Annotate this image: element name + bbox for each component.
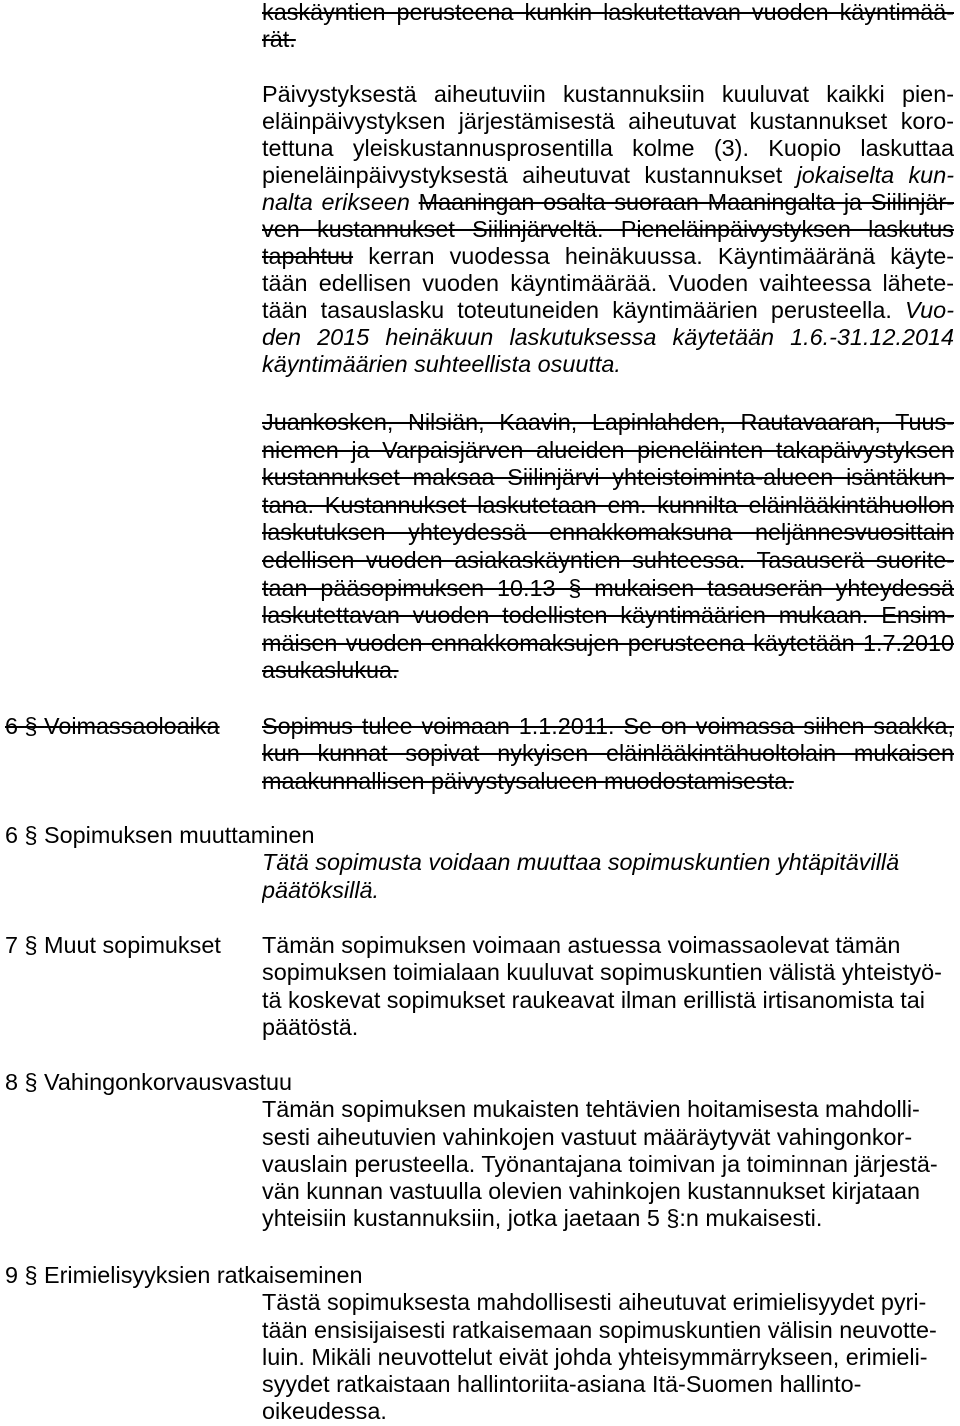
section-heading: [5, 932, 221, 959]
text-line: [262, 987, 954, 1014]
text-run: vän kunnan vastuulla olevien vahinkojen kustannukset kirjataan: [262, 1178, 920, 1205]
text-run: sesti aiheutuvien vahinkojen vastuut määräytyvät vahingonkor-: [262, 1123, 913, 1150]
text-run: yhteisiin kustannuksiin, jotka jaetaan 5 §:n mukaisesti.: [262, 1205, 823, 1232]
text-line: [262, 932, 954, 959]
deleted-text: rät.: [262, 26, 296, 53]
text-run: Päivystyksestä aiheutuviin kustannuksiin kuuluvat kaikki pien-: [262, 81, 954, 107]
text-run: vauslain perusteella. Työnantajana toimivan ja toiminnan järjestä-: [262, 1150, 938, 1177]
text-line: [262, 630, 954, 658]
text-run: Tämän sopimuksen voimaan astuessa voimassaolevat tämän: [262, 932, 901, 958]
section-heading: [5, 822, 314, 849]
text-line: [262, 1178, 954, 1205]
section-number: 9: [5, 1262, 19, 1288]
text-run: syydet ratkaistaan hallintoriita-asiana Itä-Suomen hallinto-: [262, 1371, 862, 1398]
text-line: [262, 216, 954, 243]
inserted-text: den 2015 heinäkuun laskutuksessa käytetään 1.6.-31.12.2014: [262, 324, 954, 350]
section-body: [262, 1069, 954, 1233]
section-body: [262, 1262, 954, 1426]
text-line: [262, 492, 954, 520]
text-line: [262, 1014, 954, 1041]
text-line: [262, 437, 954, 465]
text-line: [262, 108, 954, 135]
section-body: [262, 822, 954, 904]
deleted-text: taan pääsopimuksen 10.13 § mukaisen tasauserän yhteydessä: [262, 574, 954, 601]
text-line: [262, 135, 954, 162]
text-run: kerran vuodessa heinäkuussa. Käyntimääränä käyte-: [353, 243, 954, 269]
text-line: [262, 1124, 954, 1151]
deleted-text: maakunnallisen päivystysalueen muodostamisesta.: [262, 767, 794, 794]
text-run: tä koskevat sopimukset raukeavat ilman erillistä irtisanomista tai: [262, 986, 926, 1013]
text-run: päätöstä.: [262, 1013, 359, 1040]
text-line: [262, 162, 954, 189]
inserted-text: päätöksillä.: [262, 876, 380, 903]
section-9-erimielisyyksien-ratkaiseminen: [0, 1262, 960, 1426]
section-number: 8: [5, 1069, 19, 1095]
section-heading: [5, 1262, 363, 1289]
section-sign: §: [24, 932, 38, 958]
text-run: eläinpäivystyksen järjestämisestä aiheutuvat kustannukset koro-: [262, 108, 954, 134]
text-run: [410, 189, 419, 215]
text-line: [262, 849, 954, 876]
deleted-text: laskutuksen yhteydessä ennakkomaksuna neljännesvuosittain: [262, 519, 954, 546]
text-line: [262, 0, 954, 26]
section-heading: [5, 713, 220, 740]
text-run: tään tasauslasku toteutuneiden käyntimäärien perusteella.: [262, 297, 905, 323]
text-line: [262, 519, 954, 547]
deleted-text: mäisen vuoden ennakkomaksujen perusteena käytetään 1.7.2010: [262, 629, 954, 656]
text-line: [262, 409, 954, 437]
inserted-text: jokaiselta kun-: [796, 162, 954, 188]
text-line: [262, 768, 954, 795]
deleted-text: Juankosken, Nilsiän, Kaavin, Lapinlahden, Rautavaaran, Tuus-: [262, 409, 954, 435]
paragraph-deleted-backup-duty: [262, 409, 954, 685]
inserted-text: Tätä sopimusta voidaan muuttaa sopimuskuntien yhtäpitävillä: [262, 849, 900, 876]
text-run: oikeudessa.: [262, 1398, 387, 1425]
section-sign: §: [24, 1262, 38, 1288]
paragraph-billing: [262, 81, 954, 378]
deleted-text: Maaningan osalta suoraan Maaningalta ja Siilinjär-: [418, 189, 954, 215]
section-number: 6: [5, 822, 19, 848]
text-line: [262, 1371, 954, 1398]
deleted-text: kustannukset maksaa Siilinjärvi yhteistoiminta-alueen isäntäkun-: [262, 464, 954, 491]
text-line: [262, 81, 954, 108]
deleted-text: asukaslukua.: [262, 657, 399, 684]
text-line: [262, 1205, 954, 1232]
text-line: [262, 270, 954, 297]
section-title: Sopimuksen muuttaminen: [44, 822, 315, 848]
deleted-text: ven kustannukset Siilinjärveltä. Pieneläinpäivystyksen laskutus: [262, 216, 954, 242]
text-line: [262, 189, 954, 216]
text-run: tettuna yleiskustannusprosentilla kolme (3). Kuopio laskuttaa: [262, 135, 954, 161]
text-line: [262, 1344, 954, 1371]
deleted-text: laskutettavan vuoden todellisten käyntimäärien mukaan. Ensim-: [262, 602, 954, 629]
section-title: Erimielisyyksien ratkaiseminen: [44, 1262, 363, 1288]
text-line: [262, 351, 954, 378]
text-run: tään ensisijaisesti ratkaisemaan sopimuskuntien välisin neuvotte-: [262, 1316, 937, 1343]
text-line: [262, 1317, 954, 1344]
text-run: luin. Mikäli neuvottelut eivät johda yhteisymmärrykseen, erimieli-: [262, 1343, 928, 1370]
text-line: [262, 1096, 954, 1123]
text-run: sopimuksen toimialaan kuuluvat sopimuskuntien välistä yhteistyö-: [262, 959, 942, 986]
text-line: [262, 1289, 954, 1316]
section-body: [262, 713, 954, 795]
section-title: Voimassaoloaika: [44, 713, 220, 739]
section-number: 7: [5, 932, 19, 958]
text-run: pieneläinpäivystyksestä aiheutuvat kustannukset: [262, 162, 797, 188]
section-8-vahingonkorvausvastuu: [0, 1069, 960, 1233]
text-line: [262, 959, 954, 986]
deleted-text: niemen ja Varpaisjärven alueiden pieneläinten takapäivystyksen: [262, 436, 954, 463]
text-line: [262, 26, 954, 53]
section-body: [262, 932, 954, 1041]
deleted-text: tapahtuu: [262, 243, 354, 269]
text-line: [262, 547, 954, 575]
deleted-text: edellisen vuoden asiakaskäyntien suhteessa. Tasauserä suorite-: [262, 546, 954, 573]
text-line: [262, 575, 954, 603]
inserted-text: Vuo-: [905, 297, 954, 323]
text-line: [262, 243, 954, 270]
section-sign: §: [24, 1069, 38, 1095]
text-run: Tämän sopimuksen mukaisten tehtävien hoitamisesta mahdolli-: [262, 1096, 920, 1123]
text-run: Tästä sopimuksesta mahdollisesti aiheutuvat erimielisyydet pyri-: [262, 1289, 927, 1316]
text-line: [262, 740, 954, 767]
text-line: [262, 464, 954, 492]
section-title: Muut sopimukset: [44, 932, 221, 958]
section-6-voimassaoloaika: [0, 713, 960, 795]
section-title: Vahingonkorvausvastuu: [44, 1069, 292, 1095]
section-7-muut-sopimukset: [0, 932, 960, 1041]
deleted-text: tana. Kustannukset laskutetaan em. kunnilta eläinlääkintähuollon: [262, 491, 954, 518]
text-run: tään edellisen vuoden käyntimäärää. Vuoden vaihteessa lähete-: [262, 270, 954, 296]
text-line: [262, 297, 954, 324]
text-line: [262, 324, 954, 351]
section-number: 6: [5, 713, 19, 739]
section-sign: §: [24, 822, 38, 848]
section-sign: §: [24, 713, 38, 739]
inserted-text: käyntimäärien suhteellista osuutta.: [262, 351, 621, 377]
text-line: [262, 602, 954, 630]
paragraph-continuation: [262, 0, 954, 54]
text-line: [262, 713, 954, 740]
deleted-text: kun kunnat sopivat nykyisen eläinlääkintähuoltolain mukaisen: [262, 740, 954, 767]
text-line: [262, 877, 954, 904]
inserted-text: nalta erikseen: [262, 189, 410, 215]
text-line: [262, 657, 954, 685]
text-line: [262, 1151, 954, 1178]
deleted-text: kaskäyntien perusteena kunkin laskutettavan vuoden käyntimää-: [262, 0, 954, 25]
section-6-sopimuksen-muuttaminen: [0, 822, 960, 904]
deleted-text: Sopimus tulee voimaan 1.1.2011. Se on voimassa siihen saakka,: [262, 713, 954, 739]
section-heading: [5, 1069, 292, 1096]
text-line: [262, 1398, 954, 1425]
